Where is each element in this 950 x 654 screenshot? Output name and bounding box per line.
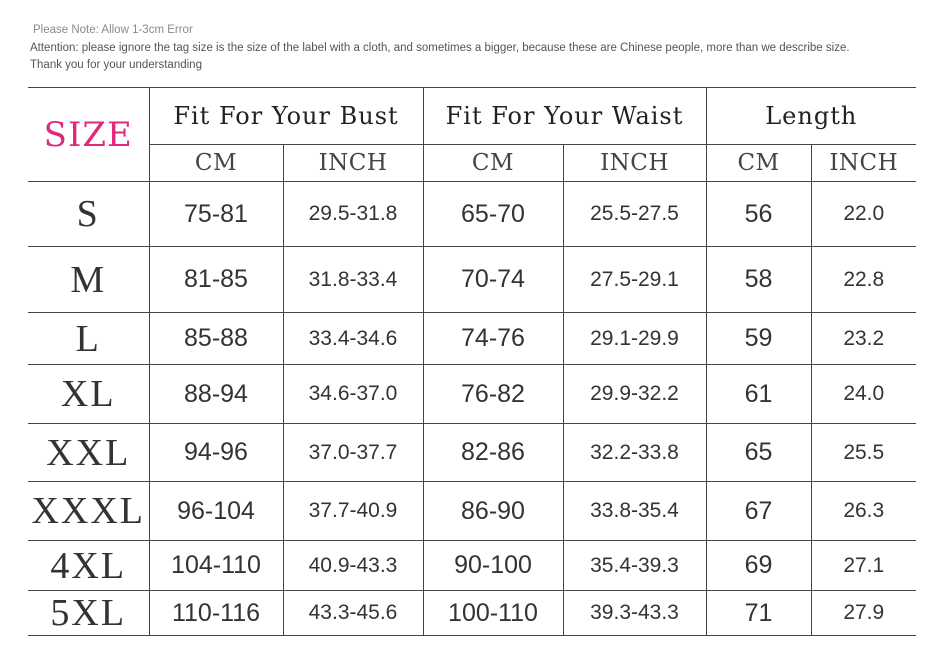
- row-size: L: [28, 313, 149, 365]
- waist-cm-cell: 76-82: [423, 365, 563, 424]
- unit-header-length-cm: CM: [706, 145, 811, 182]
- bust-inch-cell: 29.5-31.8: [283, 182, 423, 247]
- waist-cm-cell: 82-86: [423, 424, 563, 482]
- bust-cm-cell: 94-96: [149, 424, 283, 482]
- length-inch-cell: 26.3: [811, 482, 916, 541]
- length-inch-cell: 22.0: [811, 182, 916, 247]
- length-inch-cell: 25.5: [811, 424, 916, 482]
- group-header-length: Length: [706, 88, 916, 145]
- waist-inch-cell: 29.9-32.2: [563, 365, 706, 424]
- bust-inch-cell: 34.6-37.0: [283, 365, 423, 424]
- table-row: [28, 591, 916, 636]
- waist-inch-cell: 32.2-33.8: [563, 424, 706, 482]
- length-cm-cell: 61: [706, 365, 811, 424]
- bust-inch-cell: 43.3-45.6: [283, 591, 423, 636]
- length-inch-cell: 24.0: [811, 365, 916, 424]
- notes: [30, 22, 850, 75]
- bust-inch-cell: 37.0-37.7: [283, 424, 423, 482]
- unit-header-bust-cm: CM: [149, 145, 283, 182]
- table-header-units: [28, 145, 916, 182]
- table-row: [28, 365, 916, 424]
- table-row: [28, 541, 916, 591]
- note-attention: Attention: please ignore the tag size is the size of the label with a cloth, and sometimes a bigger, because these are Chinese people, more than we describe size.: [30, 41, 850, 54]
- length-cm-cell: 69: [706, 541, 811, 591]
- length-cm-cell: 56: [706, 182, 811, 247]
- waist-cm-cell: 70-74: [423, 247, 563, 313]
- length-inch-cell: 27.9: [811, 591, 916, 636]
- length-cm-cell: 67: [706, 482, 811, 541]
- row-size: XL: [28, 365, 149, 424]
- table-row: [28, 424, 916, 482]
- row-size: XXXL: [28, 482, 149, 541]
- length-cm-cell: 59: [706, 313, 811, 365]
- row-size: M: [28, 247, 149, 313]
- waist-cm-cell: 100-110: [423, 591, 563, 636]
- waist-inch-cell: 35.4-39.3: [563, 541, 706, 591]
- bust-cm-cell: 88-94: [149, 365, 283, 424]
- bust-cm-cell: 96-104: [149, 482, 283, 541]
- bust-cm-cell: 104-110: [149, 541, 283, 591]
- group-header-bust: Fit For Your Bust: [149, 88, 423, 145]
- unit-header-waist-cm: CM: [423, 145, 563, 182]
- bust-cm-cell: 110-116: [149, 591, 283, 636]
- table-row: [28, 182, 916, 247]
- size-label-header: SIZE: [28, 88, 149, 182]
- bust-cm-cell: 81-85: [149, 247, 283, 313]
- waist-inch-cell: 29.1-29.9: [563, 313, 706, 365]
- length-inch-cell: 27.1: [811, 541, 916, 591]
- table-row: [28, 482, 916, 541]
- waist-inch-cell: 39.3-43.3: [563, 591, 706, 636]
- note-error-allowance: Please Note: Allow 1-3cm Error: [33, 24, 193, 36]
- length-cm-cell: 65: [706, 424, 811, 482]
- unit-header-waist-inch: INCH: [563, 145, 706, 182]
- row-size: 5XL: [28, 591, 149, 636]
- table-header-groups: [28, 88, 916, 145]
- length-cm-cell: 71: [706, 591, 811, 636]
- row-size: S: [28, 182, 149, 247]
- waist-cm-cell: 90-100: [423, 541, 563, 591]
- note-thanks: Thank you for your understanding: [30, 59, 202, 71]
- unit-header-length-inch: INCH: [811, 145, 916, 182]
- bust-inch-cell: 37.7-40.9: [283, 482, 423, 541]
- bust-cm-cell: 75-81: [149, 182, 283, 247]
- bust-cm-cell: 85-88: [149, 313, 283, 365]
- waist-cm-cell: 65-70: [423, 182, 563, 247]
- waist-cm-cell: 74-76: [423, 313, 563, 365]
- waist-inch-cell: 27.5-29.1: [563, 247, 706, 313]
- size-chart-table: [28, 87, 916, 636]
- table-row: [28, 313, 916, 365]
- bust-inch-cell: 31.8-33.4: [283, 247, 423, 313]
- row-size: 4XL: [28, 541, 149, 591]
- length-inch-cell: 22.8: [811, 247, 916, 313]
- length-cm-cell: 58: [706, 247, 811, 313]
- waist-inch-cell: 33.8-35.4: [563, 482, 706, 541]
- group-header-waist: Fit For Your Waist: [423, 88, 706, 145]
- waist-inch-cell: 25.5-27.5: [563, 182, 706, 247]
- bust-inch-cell: 40.9-43.3: [283, 541, 423, 591]
- table-row: [28, 247, 916, 313]
- length-inch-cell: 23.2: [811, 313, 916, 365]
- unit-header-bust-inch: INCH: [283, 145, 423, 182]
- bust-inch-cell: 33.4-34.6: [283, 313, 423, 365]
- row-size: XXL: [28, 424, 149, 482]
- waist-cm-cell: 86-90: [423, 482, 563, 541]
